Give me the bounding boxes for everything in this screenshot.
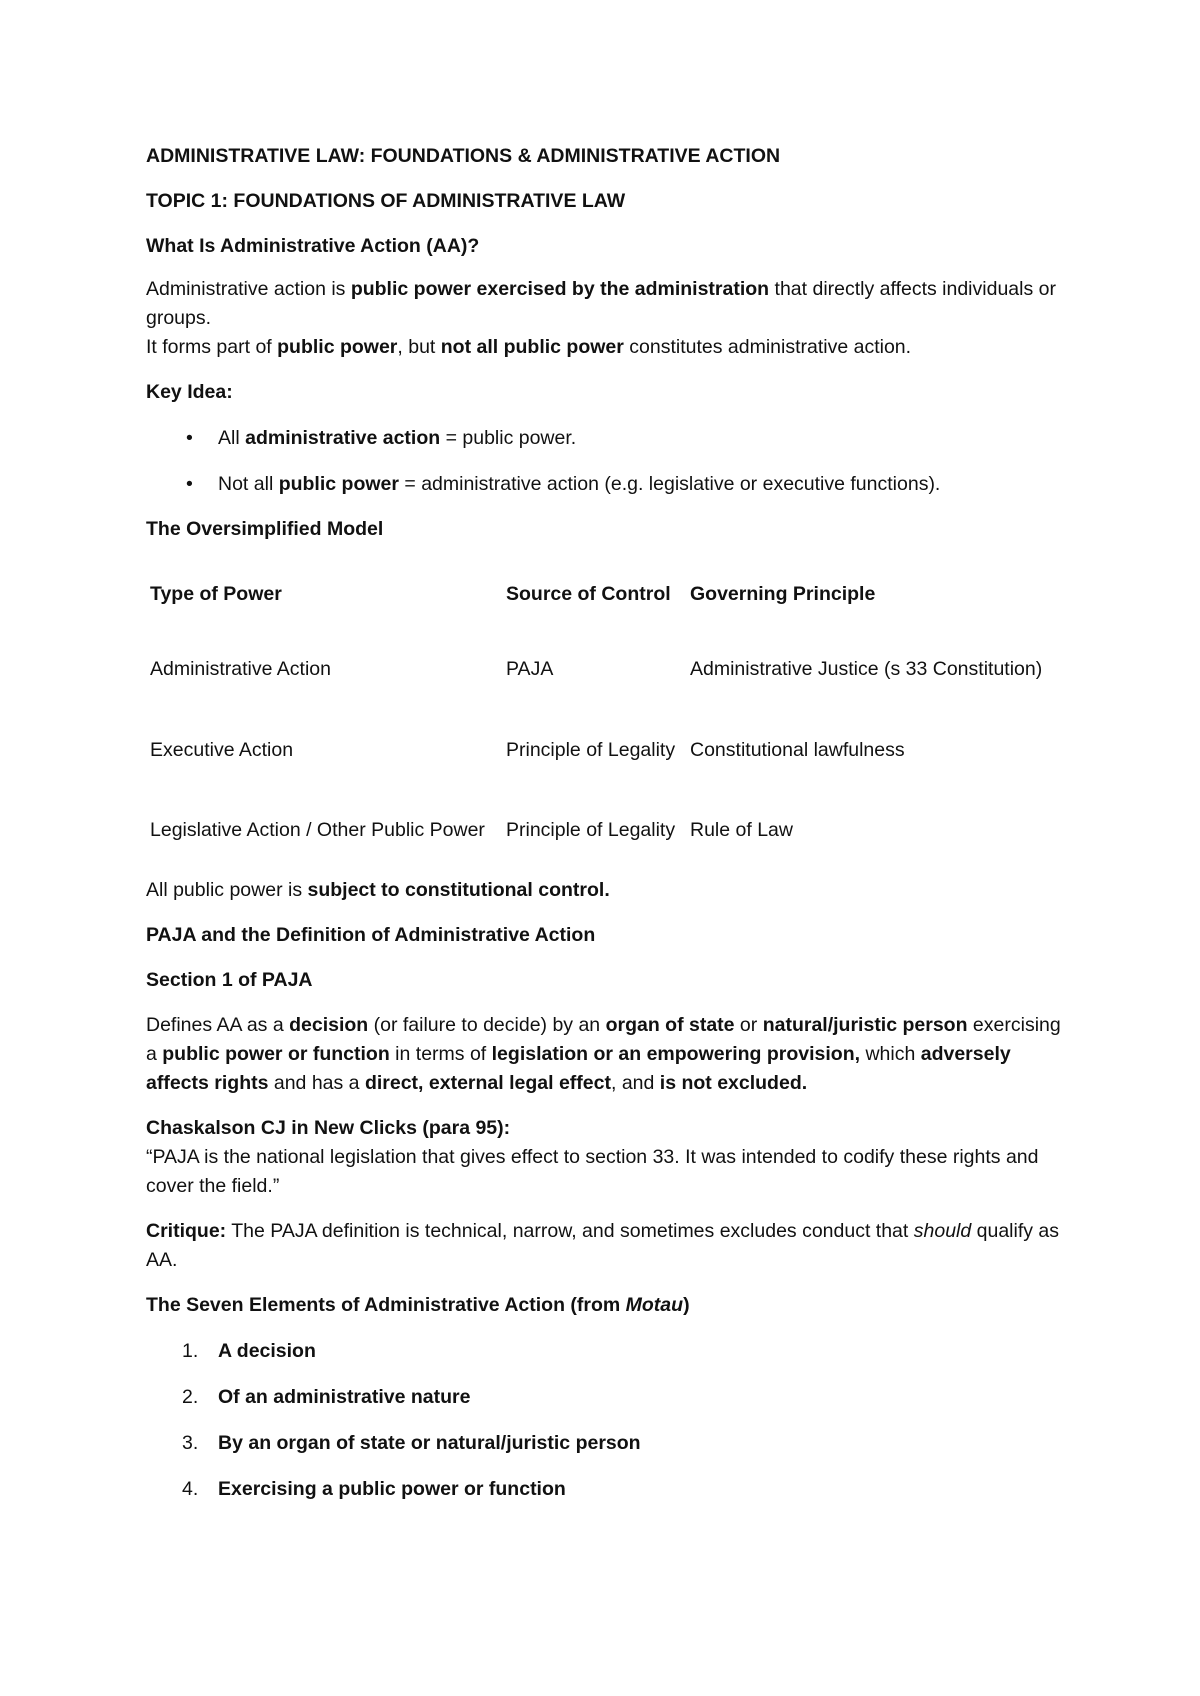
table-header-row <box>150 560 1050 628</box>
table-cell: PAJA <box>506 657 554 680</box>
text-run: = public power. <box>440 427 577 449</box>
bold-run: is not excluded. <box>659 1072 808 1094</box>
list-item <box>146 1337 1066 1366</box>
column-header: Governing Principle <box>690 582 876 605</box>
table-row <box>150 628 1050 710</box>
document-page <box>146 142 1066 1504</box>
bold-run: administrative action <box>245 427 441 449</box>
bold-run: decision <box>289 1014 369 1036</box>
what-is-heading: What Is Administrative Action (AA)? <box>146 235 480 257</box>
list-item-text: Exercising a public power or function <box>218 1478 566 1500</box>
table-cell: Principle of Legality <box>506 818 676 841</box>
text-run: or <box>734 1014 763 1036</box>
text-run: , but <box>397 336 441 358</box>
critique-paragraph <box>146 1217 1066 1275</box>
key-idea-heading: Key Idea: <box>146 381 233 403</box>
what-is-paragraph-1 <box>146 275 1066 333</box>
column-header: Source of Control <box>506 582 671 605</box>
list-item <box>146 424 1066 453</box>
document-title: ADMINISTRATIVE LAW: FOUNDATIONS & ADMINISTRATIVE ACTION <box>146 145 781 167</box>
list-item-text: A decision <box>218 1340 316 1362</box>
elements-heading <box>146 1291 1066 1320</box>
table-cell: Administrative Action <box>150 657 331 680</box>
list-item-text: Of an administrative nature <box>218 1386 471 1408</box>
text-run: The Seven Elements of Administrative Action (from <box>146 1294 626 1316</box>
bold-run: adversely affects rights <box>146 1043 1011 1094</box>
table-row <box>150 710 1050 790</box>
bold-run: public power or function <box>162 1043 390 1065</box>
text-run: constitutes administrative action. <box>623 336 912 358</box>
table-cell: Principle of Legality <box>506 738 676 761</box>
quote-text: “PAJA is the national legislation that gives effect to section 33. It was intended to codify these rights and cover the field.” <box>146 1146 1039 1197</box>
list-item-text: By an organ of state or natural/juristic person <box>218 1432 641 1454</box>
quote-heading: Chaskalson CJ in New Clicks (para 95): <box>146 1117 511 1139</box>
bold-run: legislation or an empowering provision, <box>491 1043 861 1065</box>
text-run: Not all <box>218 473 279 495</box>
bold-run: public power <box>277 336 398 358</box>
text-run: in terms of <box>389 1043 492 1065</box>
text-run: that directly affects individuals or groups. <box>146 278 1056 329</box>
list-item <box>146 1383 1066 1412</box>
model-footnote <box>146 876 1066 905</box>
bold-run: subject to constitutional control. <box>307 879 610 901</box>
text-run: , and <box>610 1072 660 1094</box>
list-item <box>146 1429 1066 1458</box>
text-run: All <box>218 427 246 449</box>
text-run: It forms part of <box>146 336 278 358</box>
table-row <box>150 790 1050 870</box>
what-is-paragraph-2 <box>146 333 1066 362</box>
table-cell: Legislative Action / Other Public Power <box>150 818 485 841</box>
text-run: which <box>860 1043 921 1065</box>
bold-run: organ of state <box>605 1014 735 1036</box>
list-item <box>146 1475 1066 1504</box>
italic-run: should <box>913 1220 972 1242</box>
bullet-icon: • <box>186 427 193 449</box>
table-cell: Constitutional lawfulness <box>690 738 905 761</box>
text-run: Defines AA as a <box>146 1014 290 1036</box>
text-run: Administrative action is <box>146 278 351 300</box>
text-run: All public power is <box>146 879 308 901</box>
paja-heading: PAJA and the Definition of Administrative Action <box>146 924 596 946</box>
table-cell: Executive Action <box>150 738 294 761</box>
bullet-icon: • <box>186 473 193 495</box>
italic-run: Motau <box>625 1294 684 1316</box>
table-cell: Rule of Law <box>690 818 793 841</box>
bold-run: public power exercised by the administration <box>350 278 770 300</box>
bold-run: direct, external legal effect <box>364 1072 611 1094</box>
column-header: Type of Power <box>150 582 282 605</box>
bold-run: Critique: <box>146 1220 227 1242</box>
list-number: 2. <box>182 1386 199 1408</box>
list-number: 3. <box>182 1432 199 1454</box>
list-number: 1. <box>182 1340 199 1362</box>
text-run: = administrative action (e.g. legislative or executive functions). <box>398 473 941 495</box>
text-run: and has a <box>268 1072 365 1094</box>
text-run: exercising a <box>146 1014 1061 1065</box>
key-idea-list <box>146 424 1066 499</box>
model-heading: The Oversimplified Model <box>146 518 384 540</box>
bold-run: not all public power <box>440 336 624 358</box>
model-table <box>150 560 1050 870</box>
elements-list <box>146 1337 1066 1504</box>
list-number: 4. <box>182 1478 199 1500</box>
topic-heading: TOPIC 1: FOUNDATIONS OF ADMINISTRATIVE LAW <box>146 190 626 212</box>
text-run: The PAJA definition is technical, narrow, and sometimes excludes conduct that <box>226 1220 914 1242</box>
text-run: qualify as AA. <box>146 1220 1060 1271</box>
text-run: ) <box>683 1294 690 1316</box>
list-item <box>146 470 1066 499</box>
text-run: (or failure to decide) by an <box>368 1014 606 1036</box>
bold-run: natural/juristic person <box>762 1014 968 1036</box>
section-heading: Section 1 of PAJA <box>146 969 313 991</box>
paja-definition <box>146 1011 1066 1098</box>
table-cell: Administrative Justice (s 33 Constitution) <box>690 657 1043 680</box>
bold-run: public power <box>278 473 399 495</box>
